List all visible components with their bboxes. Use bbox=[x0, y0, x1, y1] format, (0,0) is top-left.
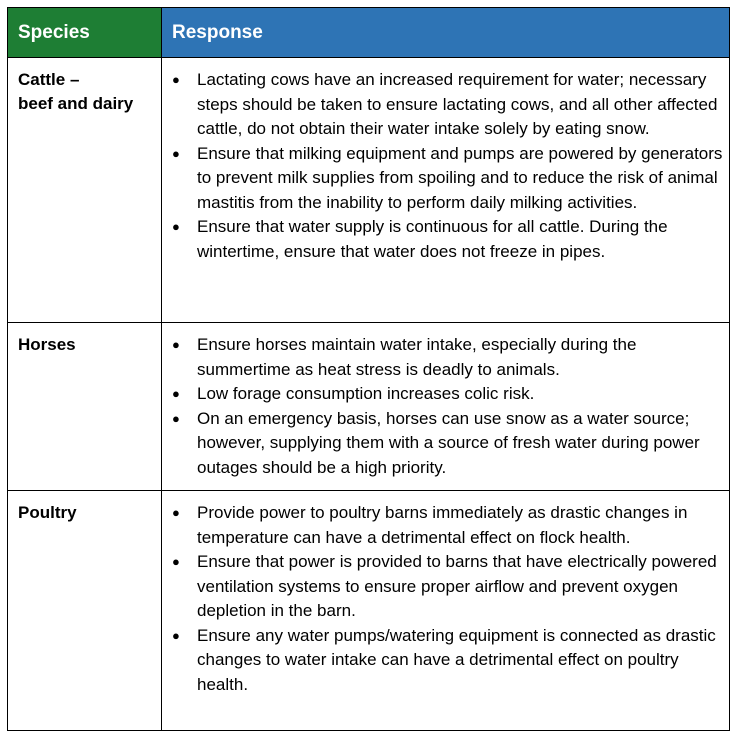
species-name-line: Poultry bbox=[18, 503, 77, 522]
response-cell-poultry bbox=[162, 491, 730, 731]
bullet-icon: ● bbox=[172, 386, 180, 401]
list-item-text: Ensure horses maintain water intake, especially during the summertime as heat stress is deadly to animals. bbox=[197, 335, 637, 379]
bullet-icon: ● bbox=[172, 505, 180, 520]
list-item-text: Low forage consumption increases colic risk. bbox=[197, 384, 535, 403]
table-header-row bbox=[8, 8, 730, 58]
bullet-icon: ● bbox=[172, 219, 180, 234]
list-item-text: Ensure that milking equipment and pumps are powered by generators to prevent milk supplies from spoiling and to reduce the risk of animal mastitis from the inability to perform daily milking activities. bbox=[197, 143, 723, 212]
bullet-icon: ● bbox=[172, 627, 180, 643]
list-item bbox=[172, 550, 723, 624]
response-column-header: Response bbox=[162, 8, 730, 58]
list-item-text: Lactating cows have an increased requirement for water; necessary steps should be taken to ensure lactating cows, and all other affected cattle, do not obtain their water intake solely by eating snow. bbox=[197, 70, 718, 138]
table-row-cattle bbox=[8, 58, 730, 323]
list-item bbox=[172, 215, 723, 264]
list-item-text: Ensure any water pumps/watering equipment is connected as drastic changes to water intake can have a detrimental effect on poultry health. bbox=[197, 625, 716, 694]
species-cell-cattle bbox=[8, 58, 162, 323]
species-response-table-wrapper bbox=[7, 7, 729, 731]
species-cell-poultry bbox=[8, 491, 162, 731]
response-list bbox=[162, 68, 723, 264]
list-item bbox=[172, 142, 723, 216]
list-item bbox=[172, 624, 723, 698]
bullet-icon: ● bbox=[172, 410, 180, 426]
list-item bbox=[172, 68, 723, 142]
list-item bbox=[172, 333, 723, 382]
response-cell-horses bbox=[162, 323, 730, 491]
table-row-poultry bbox=[8, 491, 730, 731]
list-item bbox=[172, 407, 723, 481]
list-item-text: Ensure that water supply is continuous for all cattle. During the wintertime, ensure that water does not freeze in pipes. bbox=[197, 217, 668, 261]
species-name-line: Cattle – bbox=[18, 70, 80, 89]
response-cell-cattle bbox=[162, 58, 730, 323]
bullet-icon: ● bbox=[172, 554, 180, 569]
species-cell-horses bbox=[8, 323, 162, 491]
species-name-line: beef and dairy bbox=[18, 94, 134, 113]
list-item bbox=[172, 501, 723, 550]
table-row-horses bbox=[8, 323, 730, 491]
response-list bbox=[162, 333, 723, 480]
list-item bbox=[172, 382, 723, 407]
species-name-line: Horses bbox=[18, 335, 76, 354]
species-column-header: Species bbox=[8, 8, 162, 58]
bullet-icon: ● bbox=[172, 72, 180, 87]
species-response-table bbox=[7, 7, 730, 731]
response-list bbox=[162, 501, 723, 697]
list-item-text: On an emergency basis, horses can use snow as a water source; however, supplying them with a source of fresh water during power outages should be a high priority. bbox=[197, 408, 700, 477]
list-item-text: Provide power to poultry barns immediately as drastic changes in temperature can have a detrimental effect on flock health. bbox=[197, 503, 688, 547]
list-item-text: Ensure that power is provided to barns that have electrically powered ventilation systems to ensure proper airflow and prevent oxygen depletion in the barn. bbox=[197, 552, 717, 620]
bullet-icon: ● bbox=[172, 145, 180, 161]
bullet-icon: ● bbox=[172, 337, 180, 352]
